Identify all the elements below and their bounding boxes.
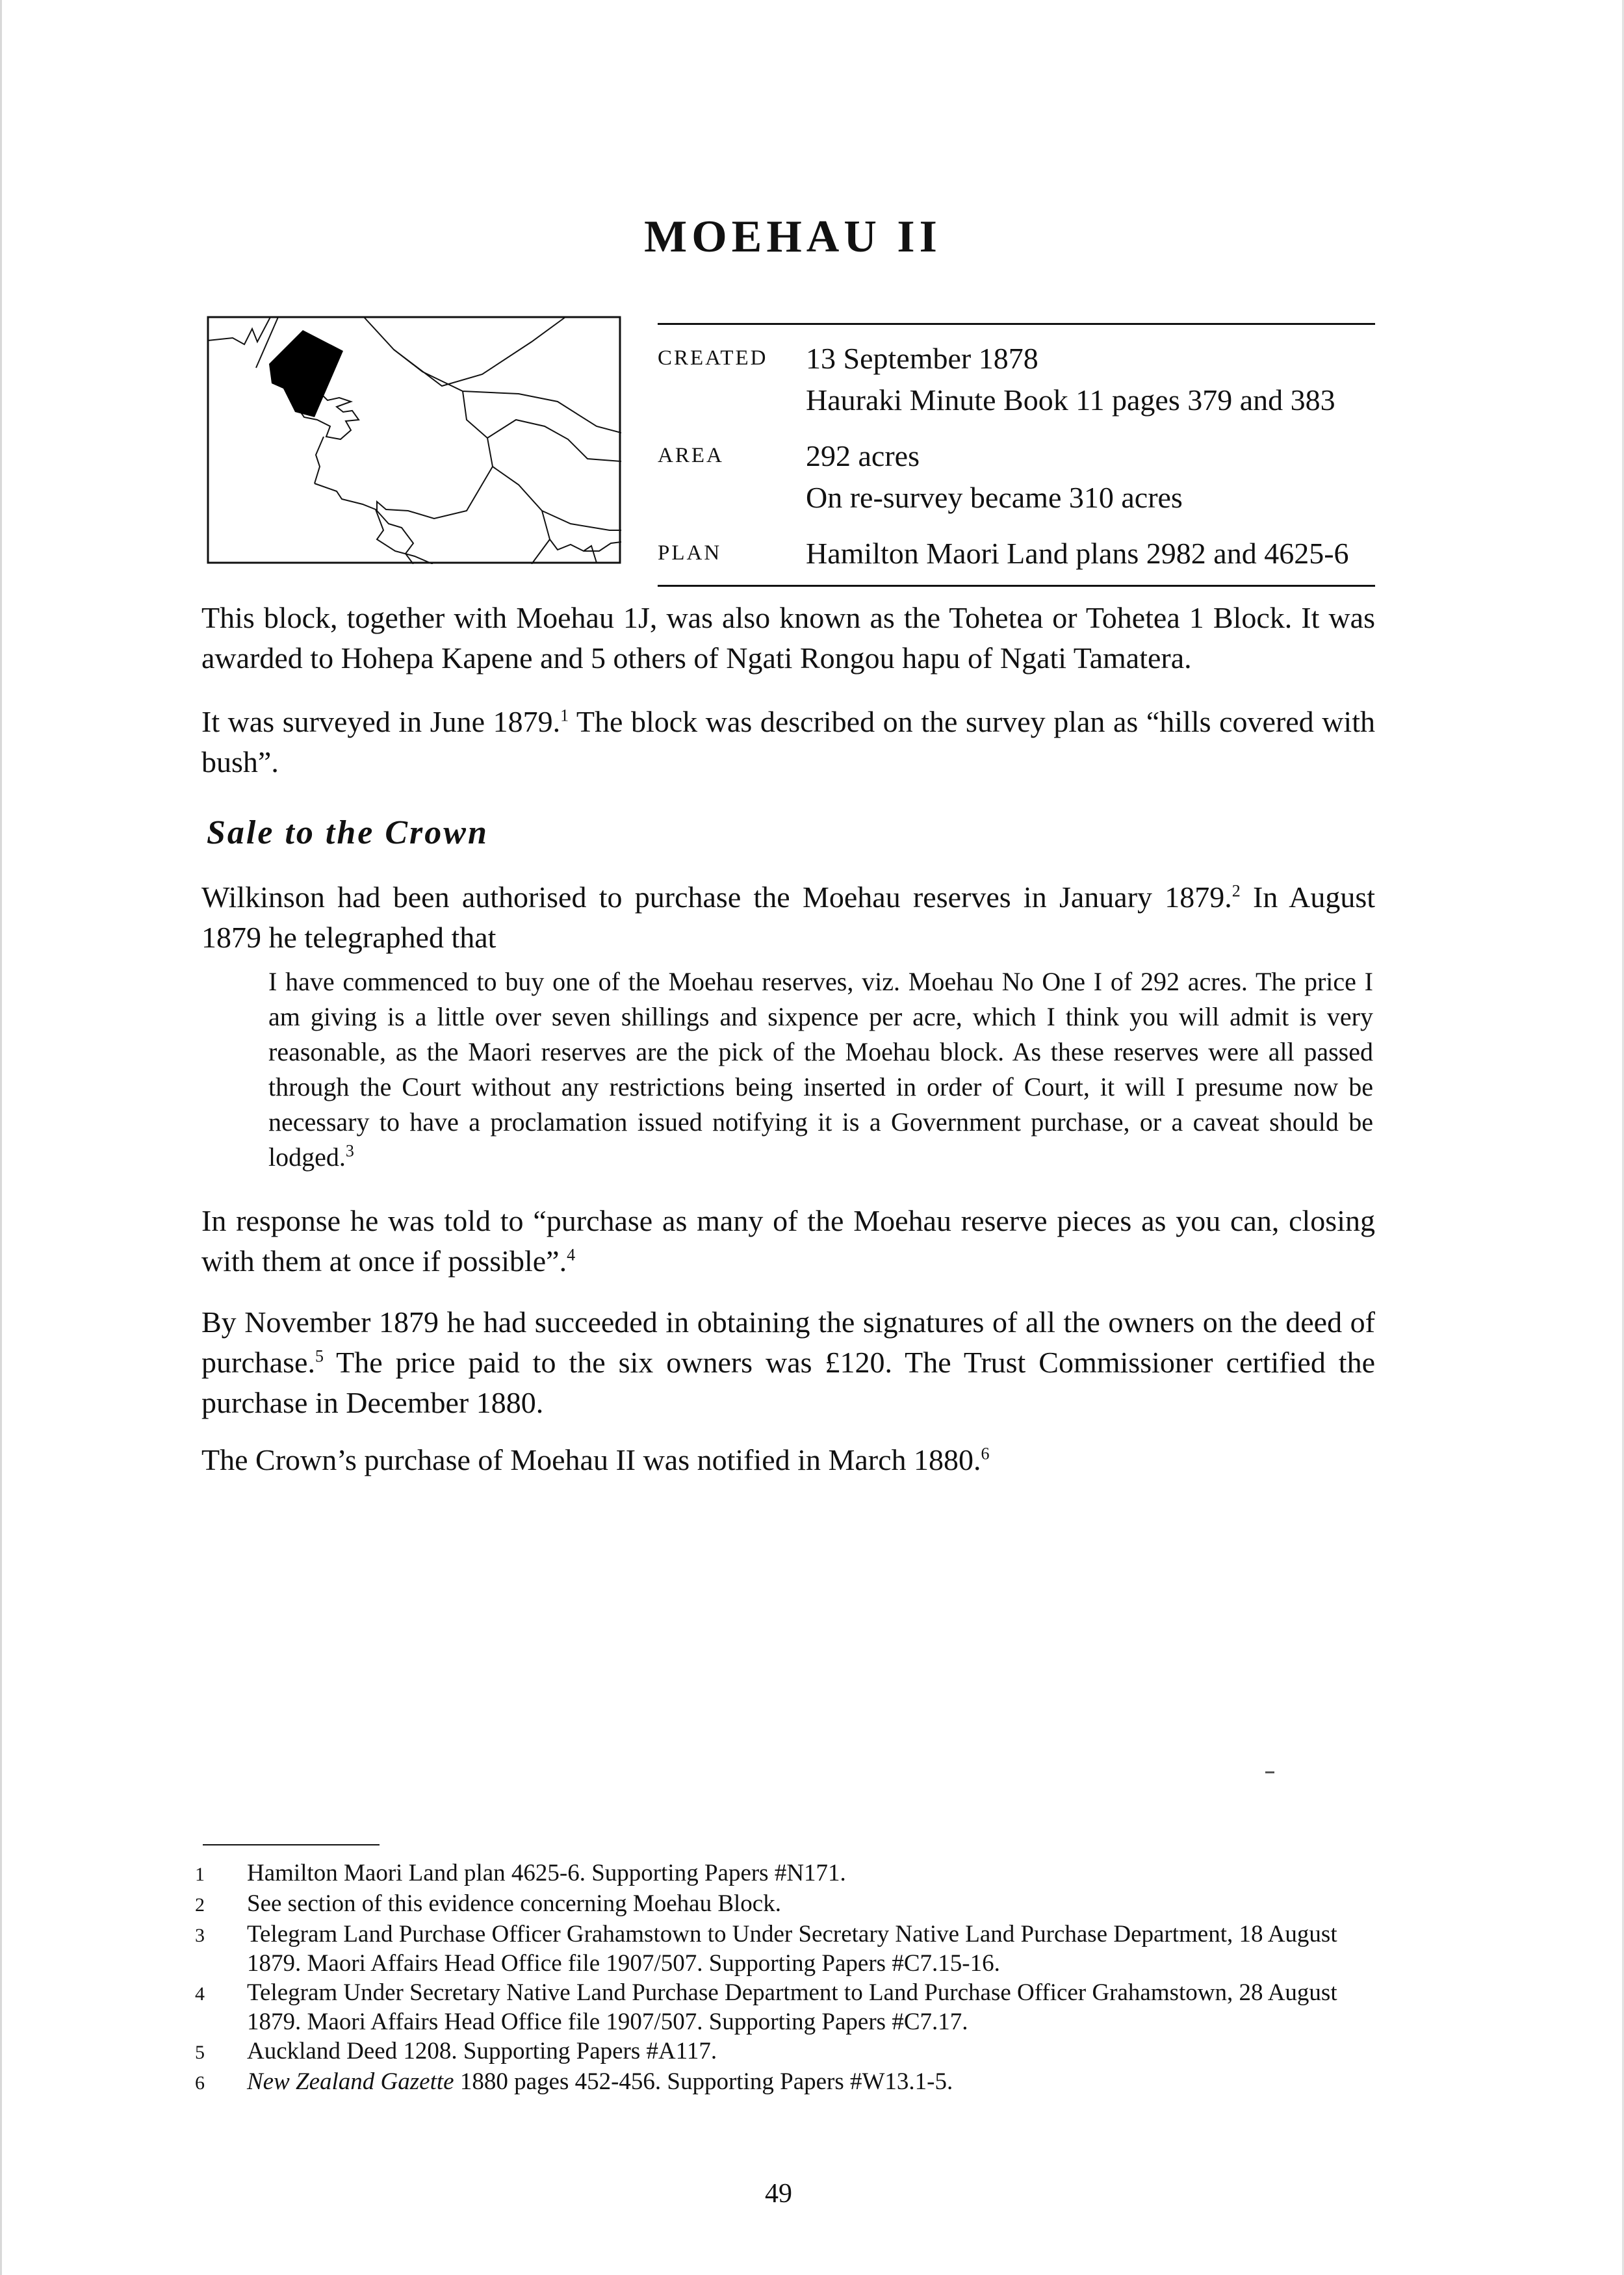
paragraph-text: The price paid to the six owners was £120. The Trust Commissioner certified the purchase in December 1880.	[201, 1346, 1375, 1419]
scan-mark	[1265, 1771, 1274, 1773]
location-map	[207, 316, 621, 564]
paragraph-signatures	[201, 1302, 1375, 1423]
paragraph-text: The Crown’s purchase of Moehau II was notified in March 1880.	[201, 1443, 981, 1476]
paragraph-block-description: This block, together with Moehau 1J, was also known as the Tohetea or Tohetea 1 Block. It was awarded to Hohepa Kapene and 5 others of Ngati Rongou hapu of Ngati Tamatera.	[201, 601, 1375, 675]
footnote-ref[interactable]: 6	[981, 1444, 990, 1463]
footnote-ref[interactable]: 2	[1231, 881, 1241, 901]
info-row-plan	[658, 533, 1375, 574]
info-row-created	[658, 338, 1375, 421]
info-label: PLAN	[658, 541, 722, 565]
footnote-number: 1	[195, 1864, 205, 1885]
info-value-line: On re-survey became 310 acres	[806, 481, 1183, 514]
paragraph-wilkinson	[201, 877, 1375, 958]
footnote-text: See section of this evidence concerning Moehau Block.	[247, 1890, 781, 1917]
paragraph-text: In August 1879 he telegraphed that	[201, 880, 1376, 954]
footnote-text: Auckland Deed 1208. Supporting Papers #A117.	[247, 2038, 717, 2064]
footnote	[195, 1889, 1378, 1920]
footnote	[195, 2037, 1378, 2067]
info-value	[806, 338, 1335, 421]
info-value	[806, 435, 1183, 519]
page-title: MOEHAU II	[644, 212, 942, 262]
footnote-text: Telegram Under Secretary Native Land Purchase Department to Land Purchase Officer Grahamstown, 28 August 1879. Maori Affairs Head Office file 1907/507. Supporting Papers #C7.17.	[247, 1979, 1337, 2035]
footnote-ref[interactable]: 4	[567, 1245, 576, 1265]
footnote-text: Telegram Land Purchase Officer Grahamstown to Under Secretary Native Land Purchase Department, 18 August 1879. Maori Affairs Head Office file 1907/507. Supporting Papers #C7.15-16.	[247, 1921, 1337, 1977]
paragraph-notification	[201, 1440, 1375, 1480]
footnote-ref[interactable]: 3	[345, 1141, 354, 1161]
info-value-line: Hamilton Maori Land plans 2982 and 4625-6	[806, 537, 1349, 570]
paragraph-text: Wilkinson had been authorised to purchase the Moehau reserves in January 1879.	[201, 880, 1232, 914]
info-value-line: 292 acres	[806, 439, 920, 472]
info-value-line: Hauraki Minute Book 11 pages 379 and 383	[806, 383, 1335, 417]
footnote-number: 4	[195, 1983, 205, 2005]
footnote	[195, 1978, 1378, 2037]
info-label: CREATED	[658, 346, 768, 370]
footnote-text	[247, 2067, 1378, 2098]
scan-edge-left	[0, 0, 2, 2275]
paragraph-survey	[201, 702, 1375, 782]
paragraph-text: The block was described on the survey plan as “hills covered with bush”.	[201, 705, 1375, 778]
info-value	[806, 533, 1349, 574]
block-info-table	[658, 323, 1375, 587]
info-label: AREA	[658, 444, 724, 467]
footnote-text-rest: 1880 pages 452-456. Supporting Papers #W13.1-5.	[454, 2068, 953, 2095]
info-value-line: 13 September 1878	[806, 342, 1038, 375]
page-number: 49	[765, 2179, 792, 2209]
paragraph-text: It was surveyed in June 1879.	[201, 705, 561, 738]
footnote-divider	[203, 1844, 380, 1845]
info-row-area	[658, 435, 1375, 519]
section-heading: Sale to the Crown	[207, 814, 489, 851]
footnote-number: 6	[195, 2072, 205, 2094]
footnote	[195, 1858, 1378, 1889]
footnote	[195, 2067, 1378, 2098]
footnote-ref[interactable]: 1	[560, 706, 569, 725]
footnote-ref[interactable]: 5	[315, 1346, 324, 1366]
paragraph-text: By November 1879 he had succeeded in obtaining the signatures of all the owners on the deed of purchase.	[201, 1305, 1375, 1379]
telegram-quote	[268, 964, 1373, 1175]
footnote-text: Hamilton Maori Land plan 4625-6. Supporting Papers #N171.	[247, 1860, 846, 1886]
footnote-number: 5	[195, 2042, 205, 2063]
footnotes	[195, 1858, 1378, 2098]
paragraph-response	[201, 1201, 1375, 1281]
footnote-number: 3	[195, 1925, 205, 1946]
publication-title: New Zealand Gazette	[247, 2068, 454, 2095]
quote-text: I have commenced to buy one of the Moehau reserves, viz. Moehau No One I of 292 acres. The price I am giving is a little over seven shillings and sixpence per acre, which I think you will admit is very reasonable, as the Maori reserves are the pick of the Moehau block. As these reserves were all passed through the Court without any restrictions being inserted in order of Court, it will I presume now be necessary to have a proclamation issued notifying it is a Government purchase, or a caveat should be lodged.	[268, 967, 1373, 1172]
footnote	[195, 1920, 1378, 1978]
paragraph-text: In response he was told to “purchase as many of the Moehau reserve pieces as you can, closing with them at once if possible”.	[201, 1204, 1375, 1278]
footnote-number: 2	[195, 1894, 205, 1916]
